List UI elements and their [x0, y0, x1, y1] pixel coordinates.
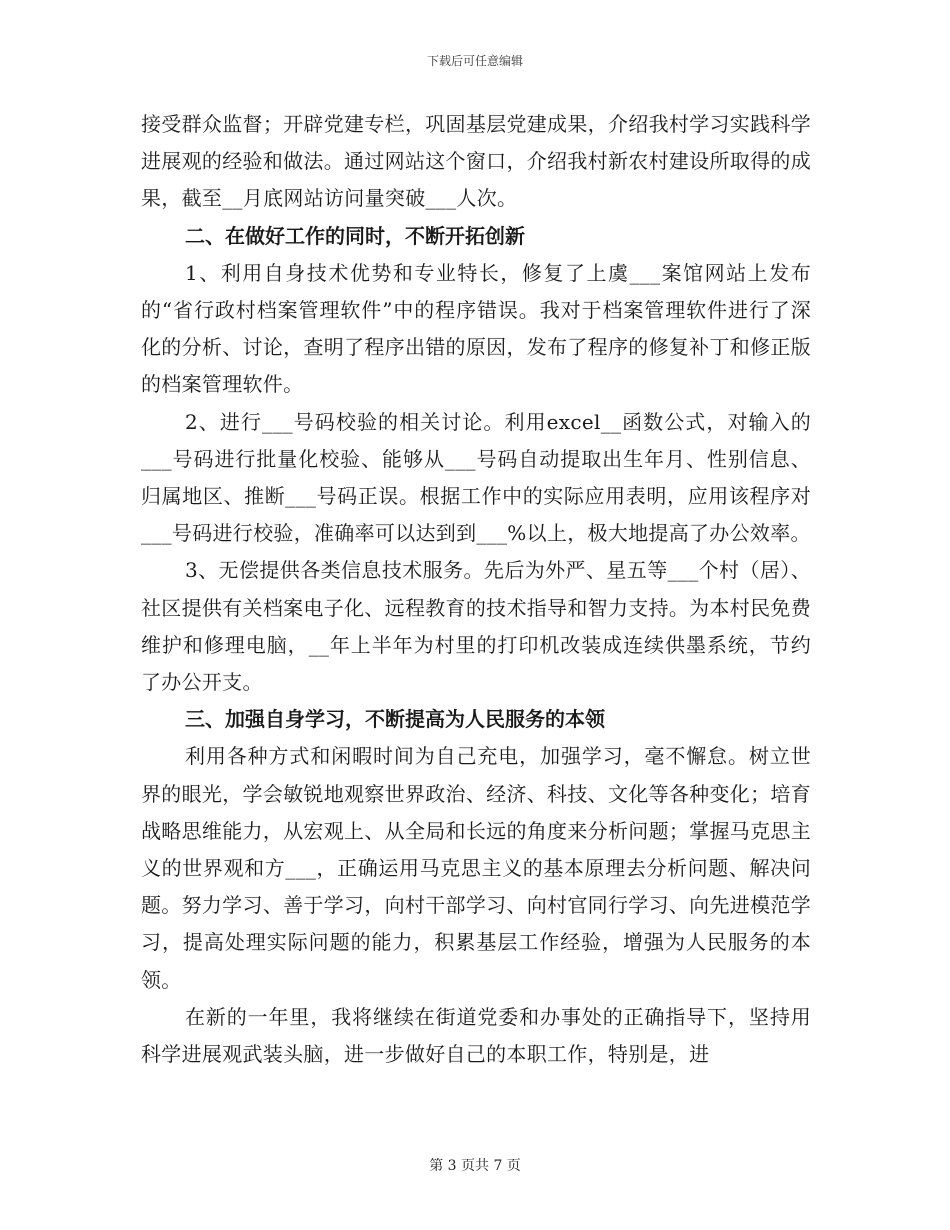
paragraph-3: 2、进行___号码校验的相关讨论。利用excel__函数公式，对输入的___号码进行批量化校验、能够从___号码自动提取出生年月、性别信息、归属地区、推断___号码正误。根据工作中的实际应用表明，应用该程序对___号码进行校验，准确率可以达到到___%以上，极大地提高了办公效率。 [141, 409, 811, 546]
section-heading-3: 三、加强自身学习，不断提高为人民服务的本领 [185, 707, 605, 732]
paragraph-5: 利用各种方式和闲暇时间为自己充电，加强学习，毫不懈怠。树立世界的眼光，学会敏锐地观察世界政治、经济、科技、文化等各种变化；培育战略思维能力，从宏观上、从全局和长远的角度来分析问题；掌握马克思主义的世界观和方___，正确运用马克思主义的基本原理去分析问题、解决问题。努力学习、善于学习，向村干部学习、向村官同行学习、向先进模范学习，提高处理实际问题的能力，积累基层工作经验，增强为人民服务的本领。 [141, 744, 811, 992]
page-footer: 第 3 页共 7 页 [429, 1158, 521, 1174]
section-heading-2: 二、在做好工作的同时，不断开拓创新 [185, 223, 525, 248]
paragraph-4: 3、无偿提供各类信息技术服务。先后为外严、星五等___个村（居）、社区提供有关档案电子化、远程教育的技术指导和智力支持。为本村民免费维护和修理电脑，__年上半年为村里的打印机改装成连续供墨系统，节约了办公开支。 [141, 558, 811, 695]
paragraph-1: 接受群众监督；开辟党建专栏，巩固基层党建成果，介绍我村学习实践科学进展观的经验和做法。通过网站这个窗口，介绍我村新农村建设所取得的成果，截至__月底网站访问量突破___人次。 [141, 112, 811, 211]
document-body [141, 106, 811, 1073]
page-header: 下载后可任意编辑 [426, 54, 523, 68]
paragraph-6: 在新的一年里，我将继续在街道党委和办事处的正确指导下，坚持用科学进展观武装头脑，进一步做好自己的本职工作，特别是，进 [141, 1004, 811, 1067]
paragraph-2: 1、利用自身技术优势和专业特长，修复了上虞___案馆网站上发布的“省行政村档案管理软件”中的程序错误。我对于档案管理软件进行了深化的分析、讨论，查明了程序出错的原因，发布了程序的修复补丁和修正版的档案管理软件。 [141, 260, 811, 397]
